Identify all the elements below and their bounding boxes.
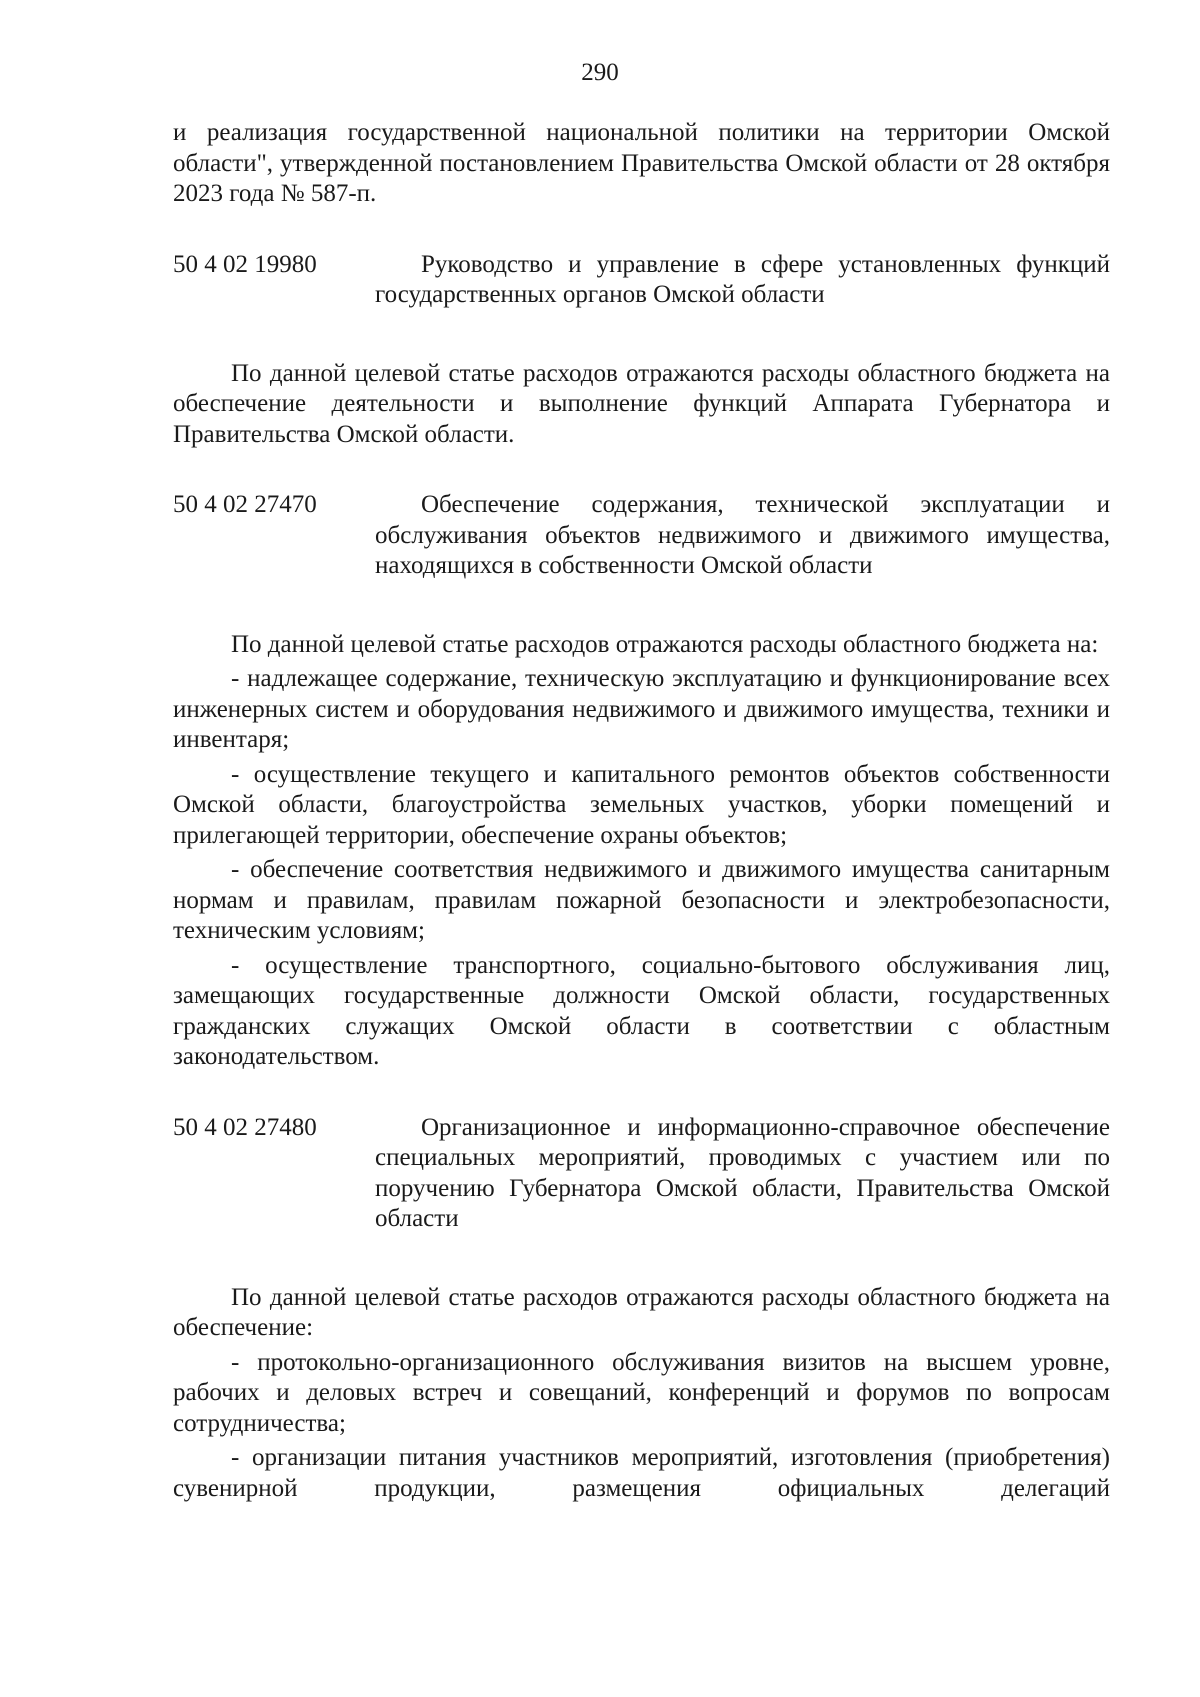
section-paragraph: По данной целевой статье расходов отражаются расходы областного бюджета на: xyxy=(231,630,1099,658)
budget-item-title: Руководство и управление в сфере установленных функций государственных органов Омской области xyxy=(375,250,1110,308)
section-paragraph: По данной целевой статье расходов отражаются расходы областного бюджета на обеспечение деятельности и выполнение функций Аппарата Губернатора и Правительства Омской области. xyxy=(173,359,1110,448)
section-paragraph: По данной целевой статье расходов отражаются расходы областного бюджета на обеспечение: xyxy=(173,1283,1110,1341)
budget-code: 50 4 02 27470 xyxy=(173,491,317,518)
budget-item-19980 xyxy=(173,250,1110,311)
list-item: - осуществление текущего и капитального ремонтов объектов собственности Омской области, благоустройства земельных участков, уборки помещений и прилегающей территории, обеспечение охраны объектов; xyxy=(173,760,1110,849)
budget-code: 50 4 02 27480 xyxy=(173,1113,317,1141)
list-item: - организации питания участников мероприятий, изготовления (приобретения) сувенирной продукции, размещения официальных делегаций xyxy=(173,1444,1110,1502)
document-body xyxy=(173,118,1110,1504)
budget-item-title: Обеспечение содержания, технической эксплуатации и обслуживания объектов недвижимого и движимого имущества, находящихся в собственности Омской области xyxy=(375,491,1110,579)
budget-item-title: Организационное и информационно-справочное обеспечение специальных мероприятий, проводимых с участием или по поручению Губернатора Омской области, Правительства Омской области xyxy=(375,1113,1110,1232)
list-item: - осуществление транспортного, социально-бытового обслуживания лиц, замещающих государственные должности Омской области, государственных гражданских служащих Омской области в соответствии с областным законодательством. xyxy=(173,951,1110,1070)
list-item: - протокольно-организационного обслуживания визитов на высшем уровне, рабочих и деловых встреч и совещаний, конференций и форумов по вопросам сотрудничества; xyxy=(173,1348,1110,1437)
budget-code: 50 4 02 19980 xyxy=(173,250,317,278)
list-item: - обеспечение соответствия недвижимого и движимого имущества санитарным нормам и правилам, правилам пожарной безопасности и электробезопасности, техническим условиям; xyxy=(173,856,1110,944)
budget-item-27470 xyxy=(173,490,1110,582)
list-item: - надлежащее содержание, техническую эксплуатацию и функционирование всех инженерных систем и оборудования недвижимого и движимого имущества, техники и инвентаря; xyxy=(173,665,1110,753)
budget-item-27480 xyxy=(173,1113,1110,1235)
intro-paragraph: и реализация государственной национальной политики на территории Омской области", утвержденной постановлением Правительства Омской области от 28 октября 2023 года № 587-п. xyxy=(173,119,1110,207)
page-number: 290 xyxy=(581,59,619,86)
